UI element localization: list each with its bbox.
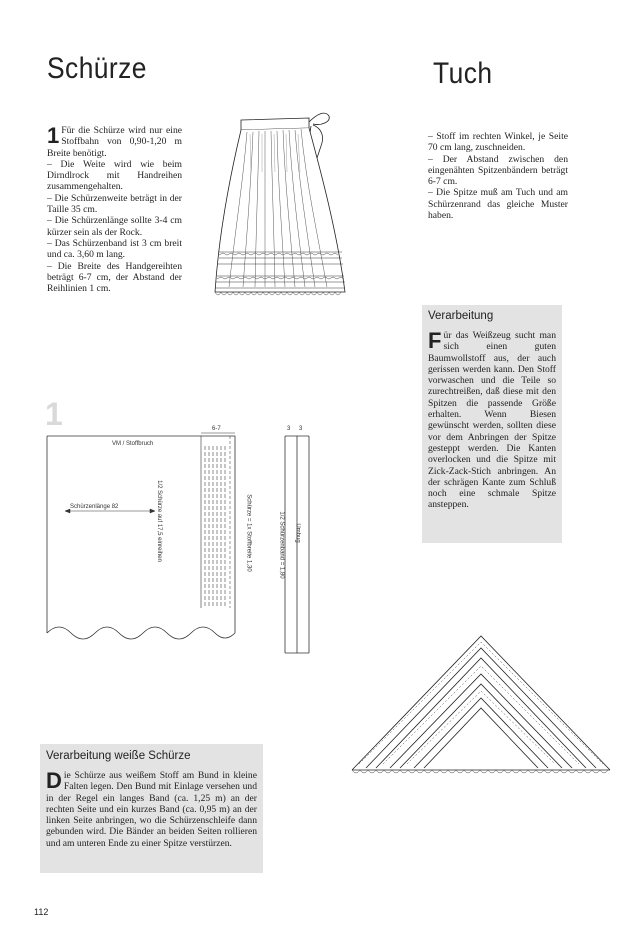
verarbeitung-weiss-text: ie Schürze aus weißem Stoff am Bund in kleine Falten legen. Den Bund mit Einlage versehen und in der Regel ein langes Band (ca. 1,25 m) an der rechten Seite und ein kurzes Band (ca. 0,95 m) an der linken Seite anbringen, wo die Schürzenschleife dann gebunden wird. Die Bänder an beiden Seiten rollieren und am unteren Ende zu einer Spitze verstürzen. xyxy=(46,770,257,849)
band-pattern-diagram xyxy=(280,428,320,658)
schuerze-line-1: Für die Schürze wird nur eine Stoffbahn von 0,90-1,20 m Breite benötigt. xyxy=(47,125,182,159)
dropcap-d: D xyxy=(46,768,62,793)
label-umbug: Umbug xyxy=(294,523,301,543)
schuerze-line-4: – Die Schürzenlänge sollte 3-4 cm kürzer sein als der Rock. xyxy=(47,215,182,238)
verarbeitung-text-block xyxy=(428,330,556,511)
label-schuerzenlaenge: Schürzenlänge 82 xyxy=(70,504,119,510)
label-band-3a: 3 xyxy=(287,426,291,432)
label-apron-width: Schürze = 1x Stoffbreite 1,30 xyxy=(245,494,252,572)
label-half-apron-gather: 1/2 Schürze auf 17,5 einreihen xyxy=(155,480,162,562)
verarbeitung-text: ür das Weißzeug sucht man sich einen guten Baumwollstoff aus, der auch gerissen werden kann. Den Stoff vorwaschen und die Teile so zurechtreißen, daß diese mit den Spitzen die passende Größe erhalten. Wenn Biesen gewünscht werden, sollten diese vor dem Anbringen der Spitze gesteppt werden. Die Kanten overlocken und die Spitze mit Zick-Zack-Stich anbringen. An der schrägen Kante zum Schluß noch eine schmale Spitze ansteppen. xyxy=(428,330,556,511)
apron-pattern-diagram xyxy=(45,428,245,658)
verarbeitung-box xyxy=(422,305,562,543)
schuerze-line-3: – Die Schürzenweite beträgt in der Taille 35 cm. xyxy=(47,192,182,216)
verarbeitung-weiss-text-block xyxy=(46,770,257,849)
tuch-line-2: – Der Abstand zwischen den eingenähten Spitzenbändern beträgt 6-7 cm. xyxy=(428,153,568,188)
verarbeitung-weiss-heading: Verarbeitung weiße Schürze xyxy=(46,750,191,762)
verarbeitung-heading: Verarbeitung xyxy=(428,310,494,322)
tuch-line-1: – Stoff im rechten Winkel, je Seite 70 cm lang, zuschneiden. xyxy=(428,131,568,154)
tuch-title: Tuch xyxy=(433,57,493,90)
schuerze-line-6: – Die Breite des Handgereihten beträgt 6-7 cm, der Abstand der Reihlinien 1 cm. xyxy=(47,260,182,295)
label-band-3b: 3 xyxy=(299,426,303,432)
schuerze-line-5: – Das Schürzenband ist 3 cm breit und ca. 3,60 m lang. xyxy=(47,237,182,261)
schuerze-instructions xyxy=(47,125,182,294)
page-number: 112 xyxy=(34,907,49,917)
shawl-illustration xyxy=(350,632,612,780)
label-6-7: 6-7 xyxy=(212,426,221,432)
step-number: 1 xyxy=(45,396,63,432)
schuerze-title: Schürze xyxy=(47,52,147,85)
label-vm-stoffbruch: VM / Stoffbruch xyxy=(112,441,154,447)
verarbeitung-weisse-schuerze-box xyxy=(40,744,263,873)
label-half-band: 1/2 Schürzenband = 1,80 xyxy=(278,511,285,579)
dropcap-1: 1 xyxy=(47,123,60,148)
apron-illustration xyxy=(205,112,355,307)
dropcap-f: F xyxy=(428,328,442,353)
tuch-instructions xyxy=(428,131,568,221)
tuch-line-3: – Die Spitze muß am Tuch und am Schürzenrand das gleiche Muster haben. xyxy=(428,187,568,222)
schuerze-line-2: – Die Weite wird wie beim Dirndlrock mit Handreihen zusammengehalten. xyxy=(47,158,182,193)
